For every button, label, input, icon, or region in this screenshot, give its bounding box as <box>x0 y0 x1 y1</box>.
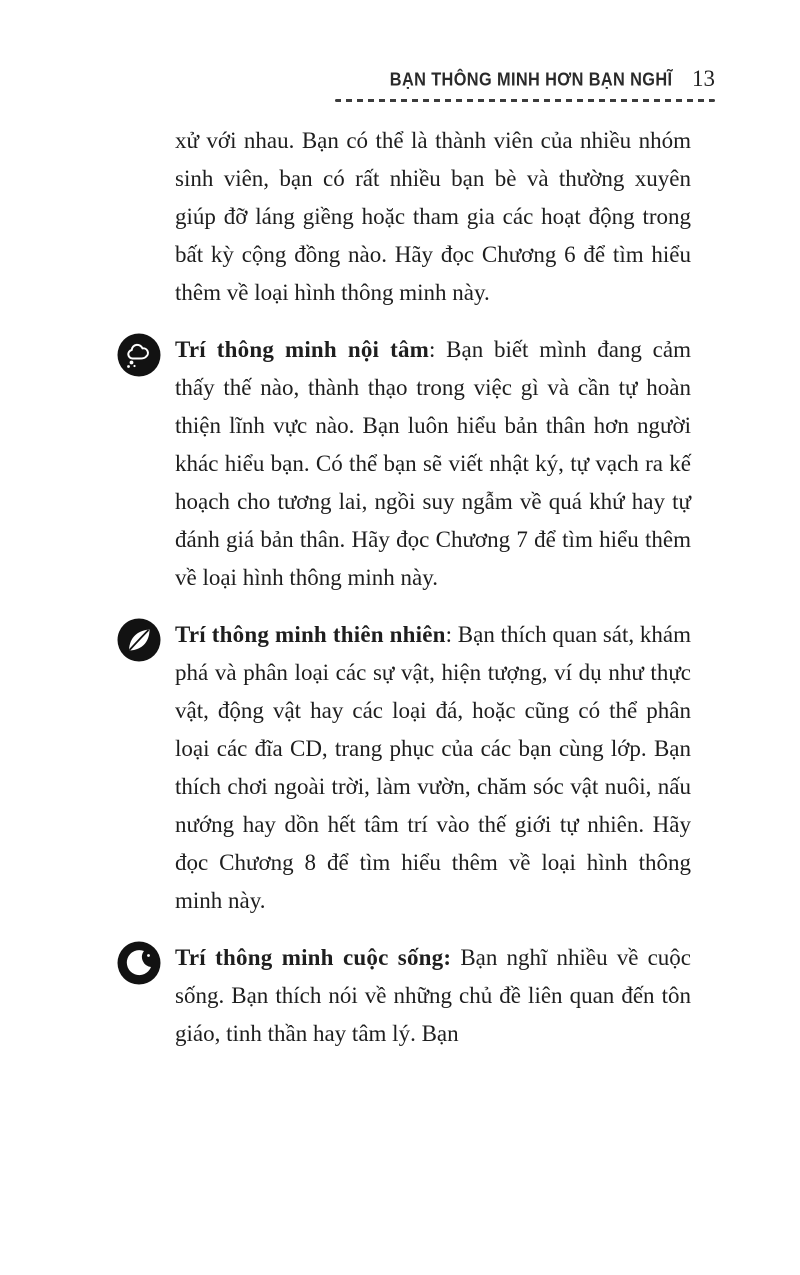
bullet-title: Trí thông minh nội tâm <box>175 337 430 362</box>
leaf-icon <box>117 618 161 662</box>
page-number: 13 <box>692 66 715 91</box>
existential-icon <box>117 941 161 985</box>
bullet-item-naturalist <box>175 616 691 920</box>
bullet-item-existential <box>175 939 691 1053</box>
page-body <box>175 122 691 1053</box>
thought-bubble-icon <box>117 333 161 377</box>
running-header-title: BẠN THÔNG MINH HƠN BẠN NGHĨ <box>389 69 672 90</box>
bullet-title: Trí thông minh cuộc sống: <box>175 945 452 970</box>
bullet-text: : Bạn biết mình đang cảm thấy thế nào, thành thạo trong việc gì và cần tự hoàn thiện lĩnh vực nào. Bạn luôn hiểu bản thân hơn người khác hiểu bạn. Có thể bạn sẽ viết nhật ký, tự vạch ra kế hoạch cho tương lai, ngồi suy ngẫm về quá khứ hay tự đánh giá bản thân. Hãy đọc Chương 7 để tìm hiểu thêm về loại hình thông minh này. <box>175 337 691 590</box>
bullet-text: : Bạn thích quan sát, khám phá và phân loại các sự vật, hiện tượng, ví dụ như thực vật, động vật hay các loại đá, hoặc cũng có thể phân loại các đĩa CD, trang phục của các bạn cùng lớp. Bạn thích chơi ngoài trời, làm vườn, chăm sóc vật nuôi, nấu nướng hay dồn hết tâm trí vào thế giới tự nhiên. Hãy đọc Chương 8 để tìm hiểu thêm về loại hình thông minh này. <box>175 622 691 913</box>
bullet-item-intrapersonal <box>175 331 691 597</box>
running-header <box>335 66 715 92</box>
intro-paragraph: xử với nhau. Bạn có thể là thành viên của nhiều nhóm sinh viên, bạn có rất nhiều bạn bè và thường xuyên giúp đỡ láng giềng hoặc tham gia các hoạt động trong bất kỳ cộng đồng nào. Hãy đọc Chương 6 để tìm hiểu thêm về loại hình thông minh này. <box>175 128 691 305</box>
bullet-title: Trí thông minh thiên nhiên <box>175 622 446 647</box>
bullet-text: Bạn nghĩ nhiều về cuộc sống. Bạn thích nói về những chủ đề liên quan đến tôn giáo, tinh thần hay tâm lý. Bạn <box>175 945 691 1046</box>
header-divider <box>335 99 715 102</box>
